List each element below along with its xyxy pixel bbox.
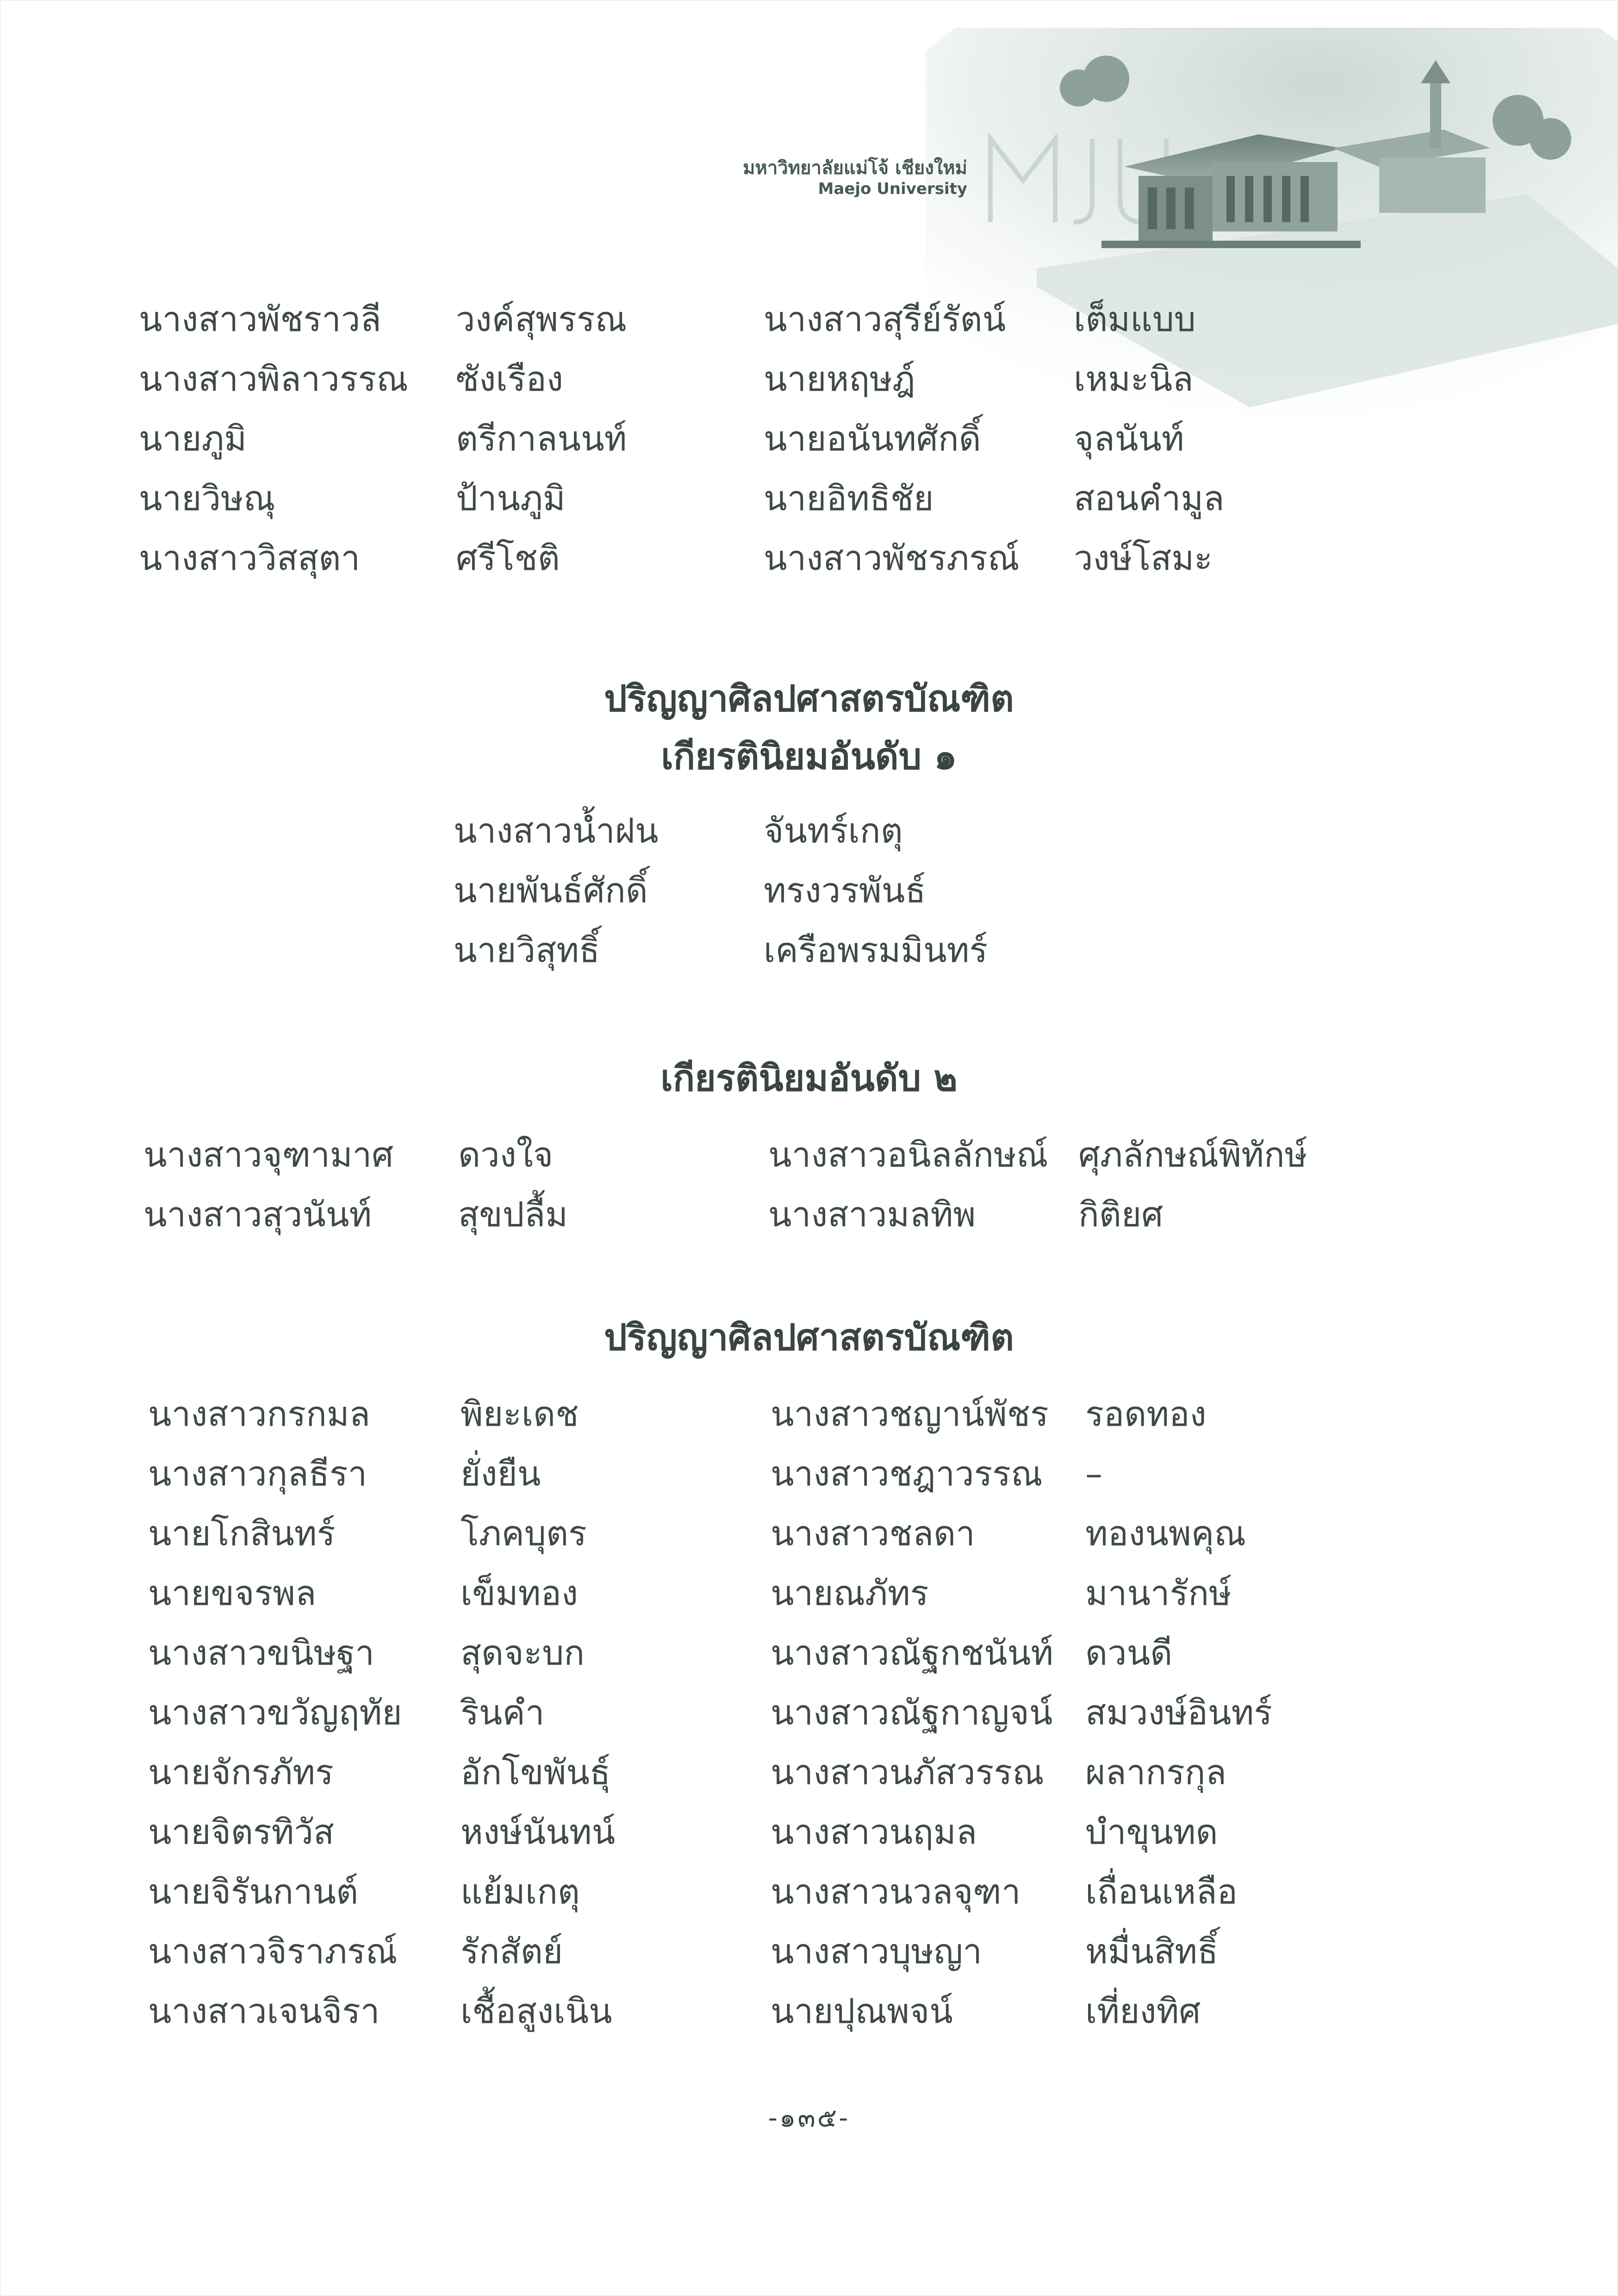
university-name-english: Maejo University [818, 180, 967, 198]
first-name: นายอนันทศักดิ์ [764, 419, 981, 459]
first-name: นางสาวสุรีย์รัตน์ [764, 299, 1006, 339]
first-name: นายจักรภัทร [148, 1753, 334, 1792]
last-name: บำขุนทด [1085, 1812, 1218, 1852]
last-name: กิติยศ [1078, 1195, 1164, 1235]
first-name: นายวิสุทธิ์ [454, 930, 600, 970]
first-name: นายจิรันกานต์ [148, 1872, 359, 1912]
last-name: สมวงษ์อินทร์ [1085, 1693, 1272, 1733]
last-name: เข็มทอง [461, 1573, 579, 1613]
last-name: เที่ยงทิศ [1085, 1991, 1201, 2031]
first-name: นายปุณพจน์ [771, 1991, 953, 2031]
first-name: นางสาวนภัสวรรณ [771, 1753, 1044, 1792]
last-name: เต็มแบบ [1074, 299, 1196, 339]
first-name: นางสาววิสสุตา [139, 538, 361, 578]
last-name: ยั่งยืน [461, 1454, 541, 1494]
last-name: หมื่นสิทธิ์ [1085, 1932, 1219, 1972]
last-name: จันทร์เกตุ [764, 811, 903, 851]
last-name: หงษ์นันทน์ [461, 1812, 616, 1852]
first-name: นางสาวสุวนันท์ [143, 1195, 372, 1235]
first-name: นายหฤษฎ์ [764, 359, 915, 399]
campus-building-image [926, 28, 1618, 444]
degree-title-1: ปริญญาศิลปศาสตรบัณฑิต [604, 678, 1014, 720]
last-name: ป้านภูมิ [456, 479, 566, 518]
first-name: นายภูมิ [139, 419, 247, 459]
first-name: นายพันธ์ศักดิ์ [454, 871, 648, 911]
first-name: นางสาวบุษญา [771, 1932, 982, 1972]
last-name: ดวนดี [1085, 1633, 1173, 1673]
last-name: รักสัตย์ [461, 1932, 563, 1972]
first-name: นายอิทธิชัย [764, 479, 934, 518]
first-name: นางสาวณัฐกาญจน์ [771, 1693, 1053, 1733]
first-name: นายจิตรทิวัส [148, 1812, 335, 1852]
first-name: นางสาวนวลจุฑา [771, 1872, 1021, 1912]
first-name: นางสาวชลดา [771, 1514, 975, 1554]
last-name: – [1085, 1454, 1102, 1494]
last-name: รอดทอง [1085, 1394, 1207, 1434]
first-name: นางสาวกรกมล [148, 1394, 371, 1434]
last-name: อักโขพันธุ์ [461, 1753, 611, 1792]
first-name: นางสาวขวัญฤทัย [148, 1693, 402, 1733]
university-name-thai: มหาวิทยาลัยแม่โจ้ เชียงใหม่ [743, 157, 967, 179]
last-name: แย้มเกตุ [461, 1872, 580, 1912]
last-name: วงษ์โสมะ [1074, 538, 1213, 578]
last-name: ทองนพคุณ [1085, 1514, 1246, 1554]
first-name: นางสาวชฎาวรรณ [771, 1454, 1043, 1494]
first-name: นายขจรพล [148, 1573, 317, 1613]
last-name: เหมะนิล [1074, 359, 1194, 399]
first-name: นางสาวกุลธีรา [148, 1454, 367, 1494]
last-name: เถื่อนเหลือ [1085, 1872, 1238, 1912]
first-name: นางสาวจิราภรณ์ [148, 1932, 398, 1972]
last-name: วงค์สุพรรณ [456, 299, 627, 339]
last-name: มานารักษ์ [1085, 1573, 1232, 1613]
first-name: นางสาวนฤมล [771, 1812, 977, 1852]
first-name: นายวิษณุ [139, 479, 275, 518]
last-name: ซังเรือง [456, 359, 563, 399]
first-name: นางสาวมลทิพ [768, 1195, 976, 1235]
last-name: เครือพรมมินทร์ [764, 930, 988, 970]
last-name: ผลากรกุล [1085, 1753, 1226, 1792]
first-name: นางสาวขนิษฐา [148, 1633, 374, 1673]
last-name: ตรีกาลนนท์ [456, 419, 627, 459]
first-name: นางสาวน้ำฝน [454, 811, 659, 851]
page-number: -๑๓๕- [768, 2103, 850, 2133]
first-name: นางสาวอนิลลักษณ์ [768, 1135, 1048, 1175]
honors-second-class-heading: เกียรตินิยมอันดับ ๒ [660, 1058, 958, 1099]
first-name: นางสาวพัชราวลี [139, 299, 381, 339]
first-name: นางสาวพัชรภรณ์ [764, 538, 1020, 578]
first-name: นางสาวณัฐกชนันท์ [771, 1633, 1054, 1673]
first-name: นายณภัทร [771, 1573, 929, 1613]
last-name: โภคบุตร [461, 1514, 587, 1554]
first-name: นางสาวชญาน์พัชร [771, 1394, 1049, 1434]
first-name: นางสาวพิลาวรรณ [139, 359, 408, 399]
first-name: นางสาวเจนจิรา [148, 1991, 380, 2031]
last-name: รินคำ [461, 1693, 545, 1733]
last-name: ศุภลักษณ์พิทักษ์ [1078, 1135, 1307, 1175]
first-name: นางสาวจุฑามาศ [143, 1135, 394, 1175]
first-name: นายโกสินทร์ [148, 1514, 336, 1554]
last-name: พิยะเดช [461, 1394, 579, 1434]
degree-title-2: ปริญญาศิลปศาสตรบัณฑิต [604, 1317, 1014, 1359]
last-name: ศรีโชติ [456, 538, 560, 578]
last-name: ทรงวรพันธ์ [764, 871, 926, 911]
last-name: สุดจะบก [461, 1633, 585, 1673]
honors-first-class-heading: เกียรตินิยมอันดับ ๑ [661, 736, 957, 778]
last-name: ดวงใจ [458, 1135, 554, 1175]
last-name: จุลนันท์ [1074, 419, 1184, 459]
last-name: สอนคำมูล [1074, 479, 1225, 518]
last-name: สุขปลื้ม [458, 1195, 568, 1235]
last-name: เชื้อสูงเนิน [461, 1991, 612, 2031]
